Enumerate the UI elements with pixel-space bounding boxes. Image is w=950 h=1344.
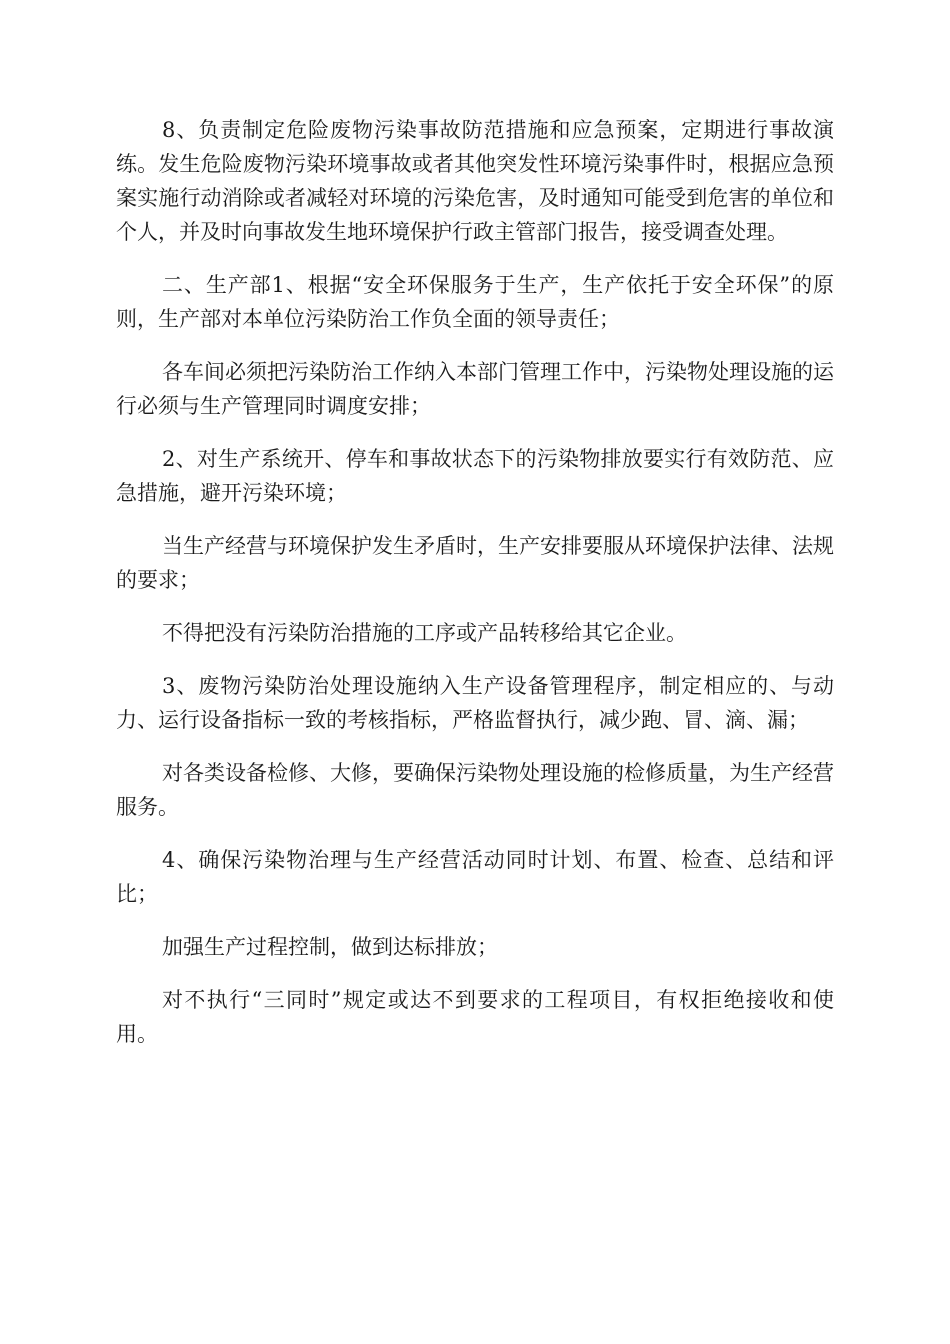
paragraph-production-dept-1: 二、生产部1、根据“安全环保服务于生产，生产依托于安全环保”的原则，生产部对本单位污染防治工作负全面的领导责任； — [116, 273, 834, 331]
paragraph-item-4-planning: 4、确保污染物治理与生产经营活动同时计划、布置、检查、总结和评比； — [116, 848, 834, 906]
paragraph-workshop-responsibility: 各车间必须把污染防治工作纳入本部门管理工作中，污染物处理设施的运行必须与生产管理同时调度安排； — [116, 360, 834, 418]
paragraph-item-3-facility-management: 3、废物污染防治处理设施纳入生产设备管理程序，制定相应的、与动力、运行设备指标一致的考核指标，严格监督执行，减少跑、冒、滴、漏； — [116, 674, 834, 732]
paragraph-item-2-startup-shutdown: 2、对生产系统开、停车和事故状态下的污染物排放要实行有效防范、应急措施，避开污染环境； — [116, 447, 834, 505]
paragraph-item-8-emergency-plan: 8、负责制定危险废物污染事故防范措施和应急预案，定期进行事故演练。发生危险废物污染环境事故或者其他突发性环境污染事件时，根据应急预案实施行动消除或者减轻对环境的污染危害，及时通知可能受到危害的单位和个人，并及时向事故发生地环境保护行政主管部门报告，接受调查处理。 — [116, 118, 834, 244]
paragraph-three-simultaneous: 对不执行“三同时”规定或达不到要求的工程项目，有权拒绝接收和使用。 — [116, 988, 834, 1046]
document-body — [116, 113, 834, 1070]
paragraph-production-vs-environment: 当生产经营与环境保护发生矛盾时，生产安排要服从环境保护法律、法规的要求； — [116, 534, 834, 592]
paragraph-process-control: 加强生产过程控制，做到达标排放； — [162, 935, 498, 959]
paragraph-maintenance-quality: 对各类设备检修、大修，要确保污染物处理设施的检修质量，为生产经营服务。 — [116, 761, 834, 819]
paragraph-no-transfer: 不得把没有污染防治措施的工序或产品转移给其它企业。 — [162, 621, 687, 645]
